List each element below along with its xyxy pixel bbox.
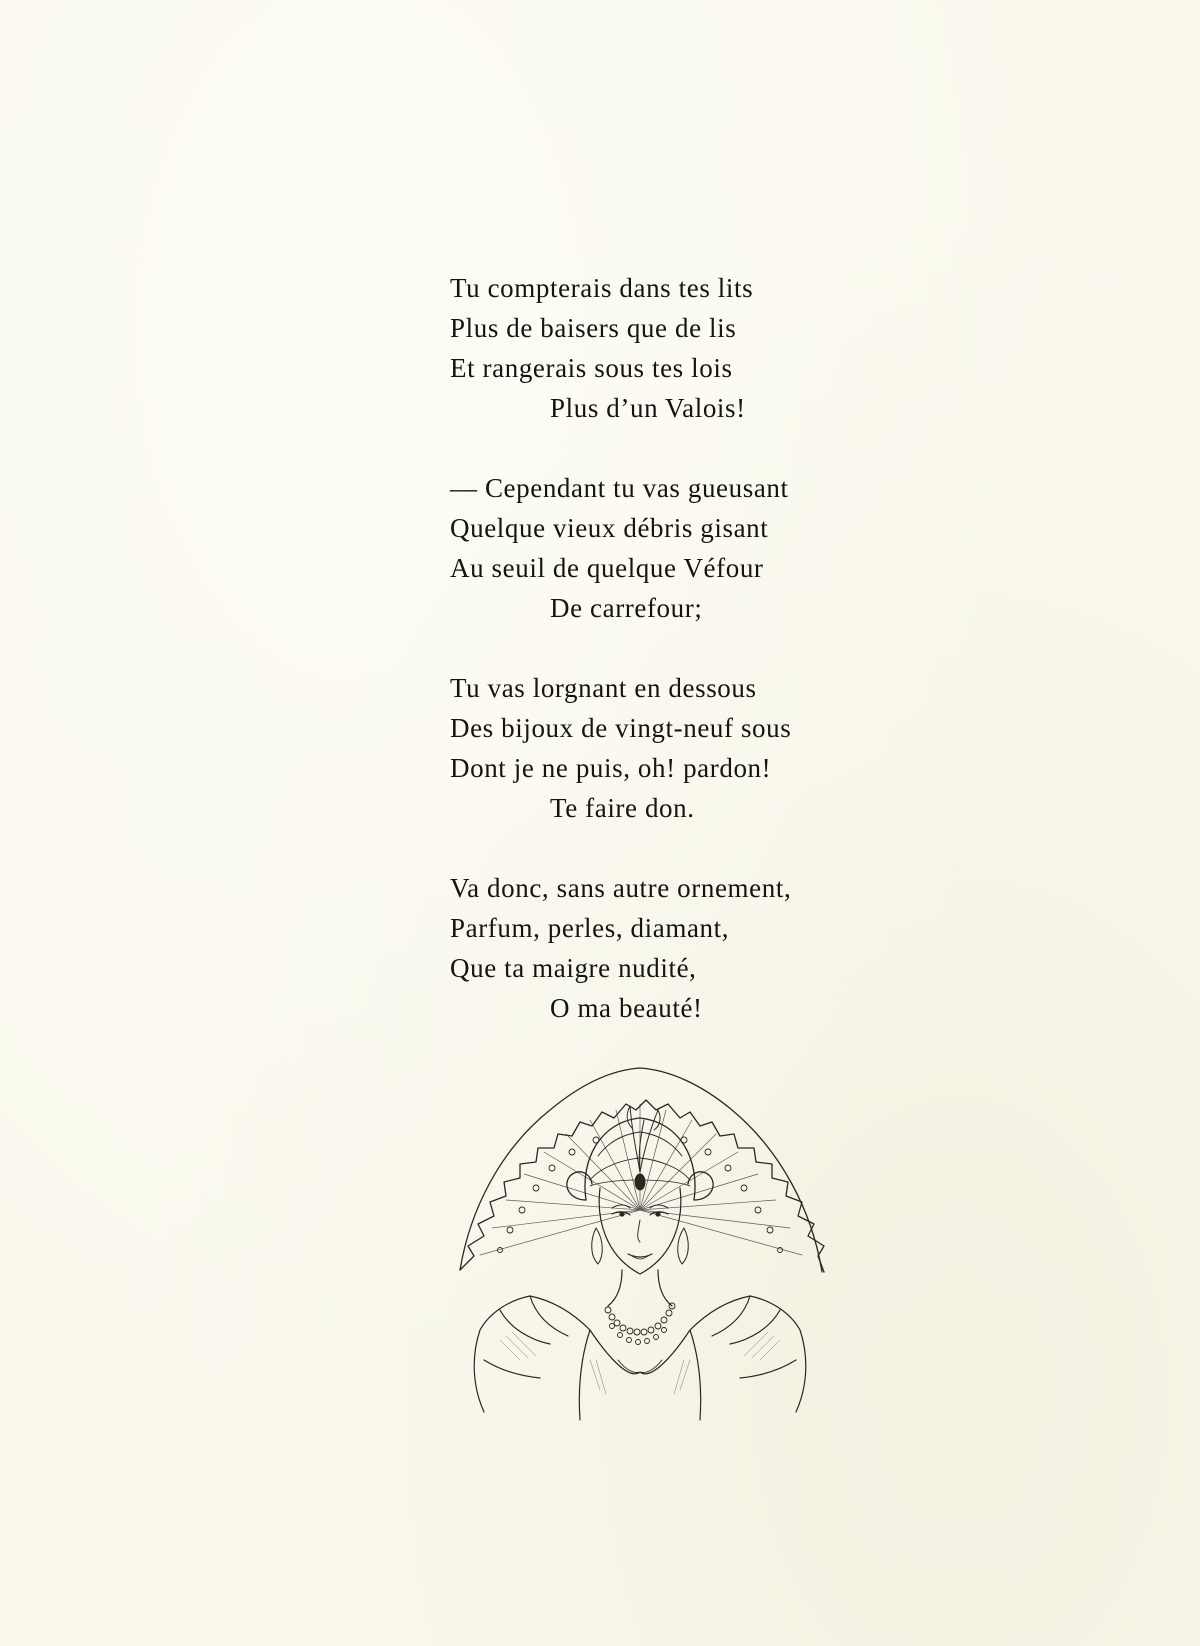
poem-line: Tu vas lorgnant en dessous <box>450 673 757 703</box>
stanza-2 <box>450 468 950 628</box>
neck-and-bodice <box>579 1270 700 1420</box>
stanza-1 <box>450 268 950 428</box>
poem-line: Plus de baisers que de lis <box>450 313 737 343</box>
poem-line: Quelque vieux débris gisant <box>450 513 769 543</box>
earrings <box>592 1228 689 1264</box>
poem-refrain-line: Te faire don. <box>550 793 695 823</box>
poem-line: Que ta maigre nudité, <box>450 953 697 983</box>
poem <box>450 268 950 1068</box>
poem-line: Des bijoux de vingt-neuf sous <box>450 713 792 743</box>
poem-line: Et rangerais sous tes lois <box>450 353 733 383</box>
poem-line: Parfum, perles, diamant, <box>450 913 730 943</box>
portrait-engraving-svg <box>440 1060 840 1450</box>
feather-collar <box>460 1068 824 1272</box>
poem-line: Va donc, sans autre ornement, <box>450 873 792 903</box>
poem-line: Au seuil de quelque Véfour <box>450 553 764 583</box>
poem-refrain-line: Plus d’un Valois! <box>550 393 746 423</box>
poem-line: Tu compterais dans tes lits <box>450 273 754 303</box>
poem-refrain-line: De carrefour; <box>550 593 703 623</box>
poem-line: — Cependant tu vas gueusant <box>450 473 789 503</box>
portrait-engraving <box>440 1060 840 1450</box>
stanza-3 <box>450 668 950 828</box>
stanza-4 <box>450 868 950 1028</box>
poem-line: Dont je ne puis, oh! pardon! <box>450 753 772 783</box>
poem-refrain-line: O ma beauté! <box>550 993 703 1023</box>
pearl-necklace <box>605 1303 675 1345</box>
